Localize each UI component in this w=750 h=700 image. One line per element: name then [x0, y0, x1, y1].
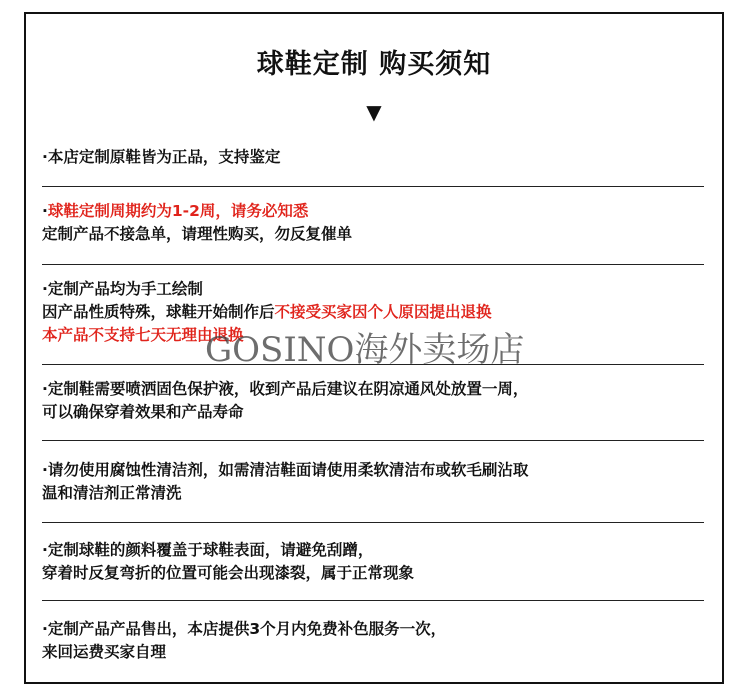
divider: [42, 440, 704, 441]
notice-line: [42, 301, 708, 324]
divider: [42, 264, 704, 265]
divider: [42, 364, 704, 365]
highlight-text: 本产品不支持七天无理由退换: [42, 326, 244, 344]
store-watermark: GOSINO海外卖场店: [205, 330, 525, 370]
notice-item-cleaning: [42, 459, 708, 505]
notice-item-cycle: [42, 200, 708, 246]
notice-card: [24, 12, 724, 684]
notice-text: 来回运费买家自理: [42, 643, 167, 661]
notice-item-authentic: [42, 146, 708, 169]
page-title: 球鞋定制 购买须知: [256, 49, 492, 80]
notice-line: [42, 278, 708, 301]
notice-text: 因产品性质特殊，球鞋开始制作后: [42, 303, 275, 321]
divider: [42, 522, 704, 523]
notice-text: ·定制球鞋的颜料覆盖于球鞋表面，请避免刮蹭，: [42, 541, 374, 559]
notice-text: ·: [42, 202, 48, 220]
notice-text: ·请勿使用腐蚀性清洁剂，如需清洁鞋面请使用柔软清洁布或软毛刷沾取: [42, 461, 529, 479]
divider: [42, 186, 704, 187]
notice-item-handmade: [42, 278, 708, 347]
notice-line: [42, 146, 708, 169]
notice-line: [42, 641, 708, 664]
notice-line: [42, 200, 708, 223]
notice-text: 定制产品不接急单，请理性购买，勿反复催单: [42, 225, 353, 243]
notice-item-protective-liquid: [42, 378, 708, 424]
notice-text: ·本店定制原鞋皆为正品，支持鉴定: [42, 148, 281, 166]
notice-line: [42, 482, 708, 505]
notice-text: ·定制鞋需要喷洒固色保护液，收到产品后建议在阴凉通风处放置一周，: [42, 380, 529, 398]
notice-line: [42, 223, 708, 246]
notice-line: [42, 618, 708, 641]
divider: [42, 600, 704, 601]
highlight-text: 球鞋定制周期约为1-2周，请务必知悉: [47, 202, 309, 220]
notice-line: [42, 459, 708, 482]
notice-line: [42, 539, 708, 562]
notice-line: [42, 562, 708, 585]
notice-line: [42, 401, 708, 424]
notice-item-paint: [42, 539, 708, 585]
notice-text: 可以确保穿着效果和产品寿命: [42, 403, 244, 421]
notice-text: ·定制产品均为手工绘制: [42, 280, 203, 298]
notice-text: 穿着时反复弯折的位置可能会出现漆裂，属于正常现象: [42, 564, 415, 582]
notice-item-recolor-service: [42, 618, 708, 664]
notice-text: ·定制产品产品售出，本店提供3个月内免费补色服务一次，: [42, 620, 447, 638]
down-arrow-icon: ▼: [366, 100, 382, 124]
notice-line: [42, 324, 708, 347]
highlight-text: 不接受买家因个人原因提出退换: [274, 303, 492, 321]
notice-line: [42, 378, 708, 401]
notice-text: 温和清洁剂正常清洗: [42, 484, 182, 502]
